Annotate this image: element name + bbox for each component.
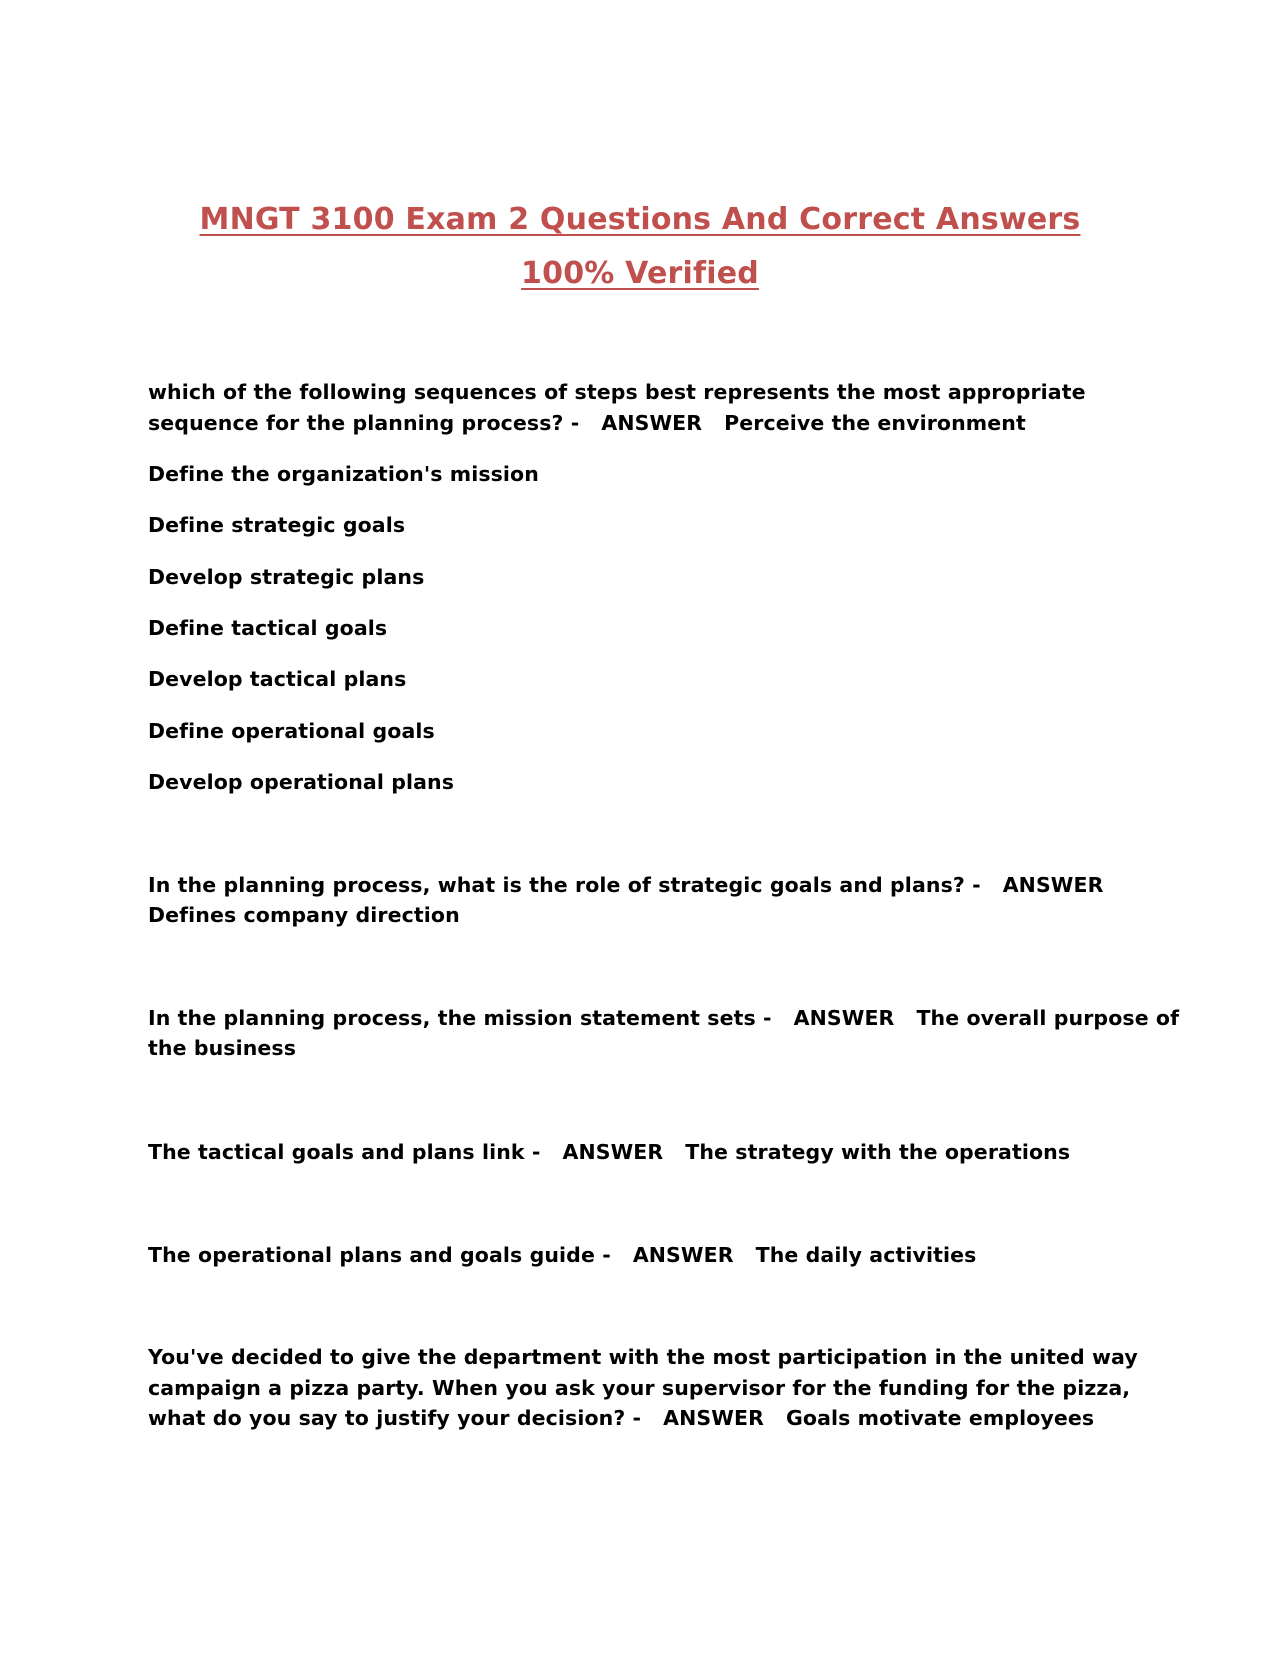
answer-label: ANSWER [562, 1140, 664, 1164]
question-6-answer: Goals motivate employees [785, 1406, 1095, 1430]
answer-label: ANSWER [632, 1243, 734, 1267]
question-6-line-1: You've decided to give the department with the most participation in the united way [148, 1345, 1138, 1369]
question-3-text: In the planning process, the mission statement sets - [148, 1006, 772, 1030]
question-1-line-1: which of the following sequences of steps best represents the most appropriate [148, 380, 1086, 404]
question-6-line-3 [148, 1403, 1094, 1433]
question-4-text: The tactical goals and plans link - [148, 1140, 541, 1164]
answer-label: ANSWER [663, 1406, 764, 1430]
question-6-text: what do you say to justify your decision? - [148, 1406, 642, 1430]
question-1-step: Define strategic goals [148, 513, 406, 537]
question-5-text: The operational plans and goals guide - [148, 1243, 611, 1267]
question-2-text: In the planning process, what is the role of strategic goals and plans? - [148, 873, 981, 897]
question-4-line [148, 1137, 1070, 1167]
question-1-step: Define the organization's mission [148, 462, 539, 486]
question-1-step: Define operational goals [148, 719, 435, 743]
question-1-line-2 [148, 408, 1026, 438]
question-2-answer: Defines company direction [148, 903, 460, 927]
answer-label: ANSWER [1002, 873, 1104, 897]
question-1-step: Develop tactical plans [148, 667, 407, 691]
question-1-text: sequence for the planning process? - [148, 411, 580, 435]
question-1-answer: Perceive the environment [724, 411, 1026, 435]
question-3-answer: The overall purpose of [916, 1006, 1180, 1030]
question-1-step: Develop operational plans [148, 770, 455, 794]
question-3-answer-cont: the business [148, 1036, 297, 1060]
answer-label: ANSWER [793, 1006, 895, 1030]
question-1-step: Develop strategic plans [148, 565, 425, 589]
question-4-answer: The strategy with the operations [685, 1140, 1071, 1164]
document-title-line-2: 100% Verified [521, 256, 759, 291]
question-3-line-1 [148, 1003, 1179, 1033]
question-5-line [148, 1240, 976, 1270]
answer-label: ANSWER [601, 411, 703, 435]
question-1-step: Define tactical goals [148, 616, 388, 640]
question-5-answer: The daily activities [755, 1243, 977, 1267]
question-2-line-1 [148, 870, 1126, 900]
question-6-line-2: campaign a pizza party. When you ask your supervisor for the funding for the pizza, [148, 1376, 1131, 1400]
document-title-line-1: MNGT 3100 Exam 2 Questions And Correct Answers [199, 202, 1081, 237]
